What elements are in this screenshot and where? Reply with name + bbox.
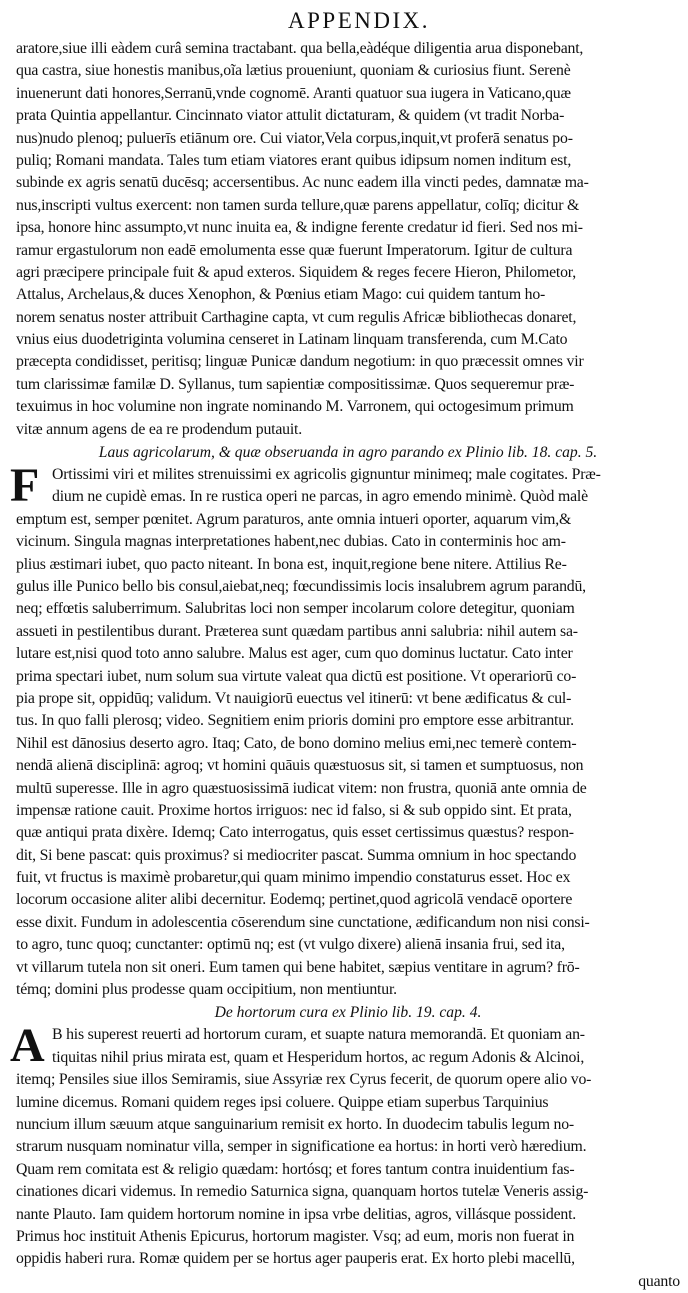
text-line: gulus ille Punico bello bis consul,aiebat,neq; fœcundissimis locis insalubrem agrum parandū, (16, 577, 586, 595)
paragraph-3 (16, 1069, 680, 1271)
text-line: quæ antiqui prata dixère. Idemq; Cato interrogatus, quis esset certissimus quæstus? respon- (16, 824, 574, 842)
text-line: tum clarissimæ familæ D. Syllanus, tum sapientiæ compositissimæ. Quos sequeremur præ- (16, 375, 575, 393)
text-line: norem senatus noster attribuit Carthagine capta, vt cum regulis Africæ bibliothecas donaret, (16, 308, 577, 326)
text-line: ipsa, honore hinc assumpto,vt nunc inuita ea, & indigne ferente credatur id fieri. Sed nos mi- (16, 219, 583, 237)
text-line: Nihil est dānosius deserto agro. Itaq; Cato, de bono domino melius emi,nec temerè contem- (16, 734, 577, 752)
text-line: nante Plauto. Iam quidem hortorum nomine in ipsa vrbe delitias, agros, villásque possident. (16, 1205, 577, 1223)
text-line: vt villarum tutela non sit oneri. Eum tamen qui bene habitet, sæpius ventitare in agrum? frō- (16, 958, 580, 976)
drop-cap-letter-2: A (10, 1019, 45, 1073)
paragraph-2-opening (10, 459, 680, 513)
text-line: emptum est, semper pœnitet. Agrum paraturos, ante omnia intueri oporter, aquarum vim,& (16, 510, 572, 528)
text-line: assueti in pestilentibus durant. Præterea sunt quædam partibus anni salubria: nihil autem sa- (16, 622, 578, 640)
running-head: APPENDIX. (288, 8, 430, 33)
text-line: neq; effœtis saluberrimum. Salubritas loci non semper incolarum colore detegitur, quoniam (16, 600, 575, 618)
text-line: inuenerunt dati honores,Serranū,vnde cognomē. Aranti quatuor sua iugera in Vaticano,quæ (16, 84, 571, 102)
text-line: dit, Si bene pascat: quis proximus? si mediocriter pascat. Summa omnium in hoc spectando (16, 846, 577, 864)
paragraph-2-first-lines (16, 464, 680, 509)
text-line: prima spectari iubet, num solum sua virtute valeat qua dictū est positione. Vt operariorū co- (16, 667, 577, 685)
text-line: lumine dicemus. Romani quidem reges ipsi coluere. Quippe etiam superbus Tarquinius (16, 1093, 549, 1111)
text-line: puliq; Romani mandata. Tales tum etiam viatores erant quibus idipsum nomen inditum est, (16, 151, 572, 169)
text-line: texuimus in hoc volumine non ingrate nominando M. Varronem, qui octogesimum primum (16, 398, 574, 416)
text-line: cinationes dicari videmus. In remedio Saturnica signa, quanquam hortos tutelæ Veneris assig- (16, 1183, 589, 1201)
text-line: témq; domini plus prodesse quam occipitium, non mentiuntur. (16, 981, 397, 999)
text-line: esse dixit. Fundum in adolescentia cōserendum sine cunctatione, ædificandum non nisi consi- (16, 913, 590, 931)
text-line: itemq; Pensiles siue illos Semiramis, siue Assyriæ rex Cyrus fecerit, de quorum opere alio vo- (16, 1071, 592, 1089)
text-line: Attalus, Archelaus,& duces Xenophon, & Pœnius etiam Mago: cui quidem tantum ho- (16, 286, 546, 304)
text-line: strarum nusquam nominatur villa, semper in significatione ea hortus: in horti verò hæredium. (16, 1138, 587, 1156)
text-line: nus)nudo plenoq; puluerīs etiānum ore. Cui viator,Vela corpus,inquit,vt proferā senatus po- (16, 129, 573, 147)
text-line: B his superest reuerti ad hortorum curam, et suapte natura memorandā. Et quoniam an- (52, 1026, 585, 1044)
paragraph-2 (16, 509, 680, 1002)
paragraph-1 (16, 38, 680, 441)
text-line: dium ne cupidè emas. In re rustica operi ne parcas, in agro emendo minimè. Quòd malè (52, 488, 588, 506)
text-line: subinde ex agris senatū ducēsq; accersentibus. Ac nunc eadem illa vincti pedes, damnatæ ma- (16, 174, 589, 192)
paragraph-3-first-lines (16, 1024, 680, 1069)
text-line: pia prope sit, oppidūq; validum. Vt nauigiorū euectus vel itinerū: vt bene ædificatus & cul- (16, 689, 572, 707)
text-line: oppidis haberi rura. Romæ quidem per se hortus ager pauperis erat. Ex horto plebi macellū, (16, 1250, 575, 1268)
text-line: ramur ergastulorum non eadē emolumenta esse quæ fuerunt Imperatorum. Igitur de cultura (16, 241, 573, 259)
paragraph-3-opening (10, 1019, 680, 1073)
text-line: præcepta condidisset, peritisq; linguæ Punicæ dandum negotium: in quo præcessit omnes vir (16, 353, 584, 371)
text-line: plius æstimari iubet, quo pacto niteant. In bona est, inquit,regione bene nitere. Attilius Re- (16, 555, 567, 573)
text-line: vicinum. Singula magnas interpretationes habent,nec dubias. Cato in conterminis hoc am- (16, 533, 566, 551)
text-line: nus,inscripti vultus exercent: non tamen surda tellure,quæ parens appellatur, colīq; dicitur & (16, 196, 580, 214)
text-line: aratore,siue illi eàdem curâ semina tractabant. qua bella,eàdéque diligentia arua disponebant, (16, 40, 584, 57)
text-line: tiquitas nihil prius mirata est, quam et Hesperidum hortos, ac regum Adonis & Alcinoi, (52, 1048, 585, 1066)
text-line: vitæ annum agens de ea re prodendum putauit. (16, 420, 302, 438)
text-line: Ortissimi viri et milites strenuissimi ex agricolis gignuntur minimeq; male cogitates. Præ- (52, 466, 601, 484)
catchword: quanto (638, 1272, 680, 1290)
text-line: lutare est,nisi quod toto anno salubre. Malus est ager, cum quo dominus luctatur. Cato inter (16, 645, 573, 663)
text-line: locorum occasione aliter alibi decernitur. Eodemq; pertinet,quod agricolā vendacē oportere (16, 891, 573, 909)
text-line: to agro, tunc quoq; cunctanter: optimū nq; est (vt vulgo dixere) alienā insania frui, sed ita, (16, 936, 565, 954)
text-line: nuncium illum sæuum atque sanguinarium remisit ex horto. In duodecim tabulis legum no- (16, 1115, 574, 1133)
section-heading-2: De hortorum cura ex Plinio lib. 19. cap. 4. (214, 1004, 482, 1022)
text-line: qua castra, siue honestis manibus,oĩa lætius proueniunt, quoniam & curiosius fiunt. Serenè (16, 62, 571, 80)
text-line: prata Quintia appellantur. Cincinnato viator attulit dictaturam, & quidem (vt tradit Norba- (16, 107, 565, 125)
text-line: vnius eius duodetriginta volumina censeret in Latinam linquam transferenda, cum M.Cato (16, 331, 568, 349)
text-line: Primus hoc instituit Athenis Epicurus, hortorum magister. Vsq; ad eum, moris non fuerat in (16, 1227, 575, 1245)
drop-cap-letter-1: F (10, 459, 40, 513)
section-heading-1: Laus agricolarum, & quæ obseruanda in agro parando ex Plinio lib. 18. cap. 5. (98, 444, 598, 462)
text-line: multū superesse. Ille in agro quæstuosissimā iudicat vitem: non frustra, quoniā ante omnia de (16, 779, 587, 797)
text-line: fuit, vt fructus is maximè probaretur,qui quam minimo impendio constaturus esset. Hoc ex (16, 869, 571, 887)
text-line: agri præcipere principale fuit & apud exteros. Siquidem & reges fecere Hieron, Philometor, (16, 263, 576, 281)
text-line: nendā alienā disciplinā: agroq; vt homini quāuis quæstuosus sit, si tamen et sumptuosus, non (16, 757, 584, 775)
text-line: impensæ ratione cauit. Proxime hortos irriguos: nec id falso, si & sub oppido sint. Et prata, (16, 801, 572, 819)
text-line: tus. In quo falli plerosq; video. Segnitiem enim prioris domini pro emptore esse arbitrantur. (16, 712, 574, 730)
text-line: Quam rem comitata est & religio quædam: hortósq; et fores tantum contra inuidentium fas- (16, 1160, 575, 1178)
